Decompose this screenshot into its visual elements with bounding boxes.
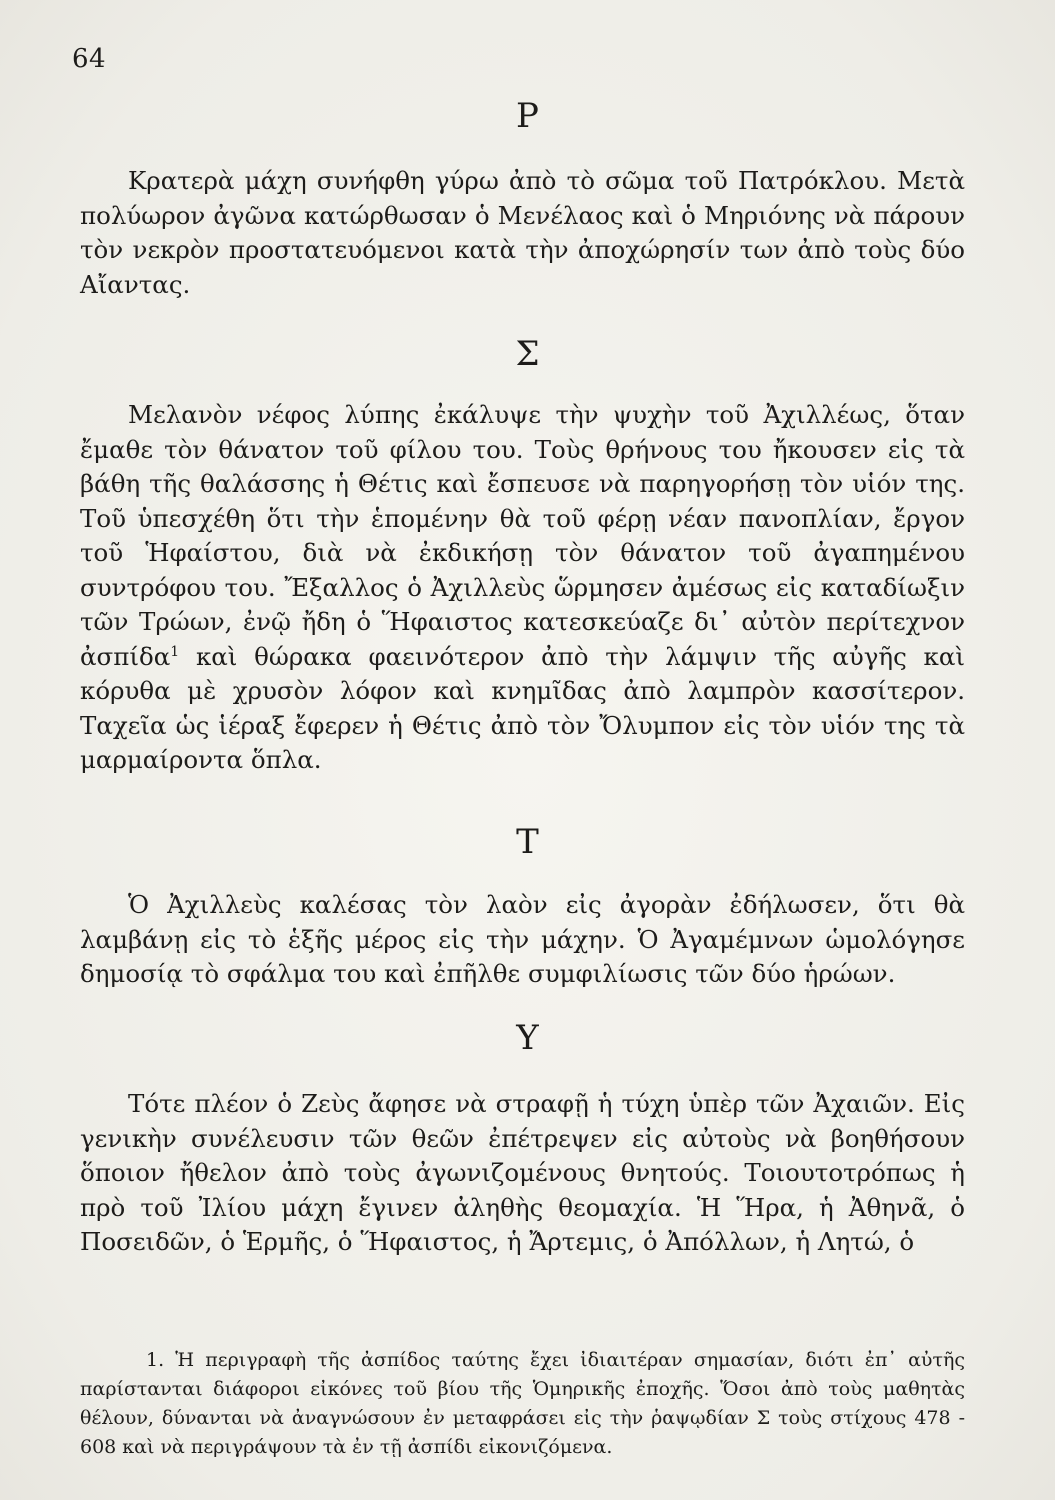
paragraph-tau: Ὁ Ἀχιλλεὺς καλέσας τὸν λαὸν εἰς ἀγορὰν ἐδήλωσεν, ὅτι θὰ λαμβάνῃ εἰς τὸ ἑξῆς μέρος εἰς τὴν μάχην. Ὁ Ἀγαμέμνων ὡμολόγησε δημοσίᾳ τὸ σφάλμα του καὶ ἐπῆλθε συμφιλίωσις τῶν δύο ἡρώων. [80,890,965,988]
section-heading-tau: Τ [516,822,539,862]
section-heading-upsilon: Υ [516,1018,539,1058]
paragraph-sigma-text-1: Μελανὸν νέφος λύπης ἐκάλυψε τὴν ψυχὴν τοῦ Ἀχιλλέως, ὅταν ἔμαθε τὸν θάνατον τοῦ φίλου του. Τοὺς θρήνους του ἤκουσεν εἰς τὰ βάθη τῆς θαλάσσης ἡ Θέτις καὶ ἔσπευσε νὰ παρηγορήσῃ τὸν υἱόν της. Τοῦ ὑπεσχέθη ὅτι τὴν ἑπομένην θὰ τοῦ φέρῃ νέαν πανοπλίαν, ἔργον τοῦ Ἡφαίστου, διὰ νὰ ἐκδικήσῃ τὸν θάνατον τοῦ ἀγαπημένου συντρόφου του. Ἔξαλλος ὁ Ἀχιλλεὺς ὥρμησεν ἀμέσως εἰς καταδίωξιν τῶν Τρώων, ἐνῷ ἤδη ὁ Ἥφαιστος κατεσκεύαζε δι᾽ αὐτὸν περίτεχνον ἀσπίδα [80,400,965,671]
paragraph-rho: Κρατερὰ μάχη συνήφθη γύρω ἀπὸ τὸ σῶμα τοῦ Πατρόκλου. Μετὰ πολύωρον ἀγῶνα κατώρθωσαν ὁ Μενέλαος καὶ ὁ Μηριόνης νὰ πάρουν τὸν νεκρὸν προστατευόμενοι κατὰ τὴν ἀποχώρησίν των ἀπὸ τοὺς δύο Αἴαντας. [80,166,965,299]
section-heading-rho: Ρ [516,96,539,136]
section-heading-sigma: Σ [515,334,540,374]
paragraph-sigma [80,398,965,778]
footnote: 1. Ἡ περιγραφὴ τῆς ἀσπίδος ταύτης ἔχει ἰδιαιτέραν σημασίαν, διότι ἐπ᾽ αὐτῆς παρίστανται διάφοροι εἰκόνες τοῦ βίου τῆς Ὁμηρικῆς ἐποχῆς. Ὅσοι ἀπὸ τοὺς μαθητὰς θέλουν, δύνανται νὰ ἀναγνώσουν ἐν μεταφράσει εἰς τὴν ῥαψῳδίαν Σ τοὺς στίχους 478 - 608 καὶ νὰ περιγράψουν τὰ ἐν τῇ ἀσπίδι εἰκονιζόμενα. [80,1349,965,1458]
paragraph-sigma-text-2: καὶ θώρακα φαεινότερον ἀπὸ τὴν λάμψιν τῆς αὐγῆς καὶ κόρυθα μὲ χρυσὸν λόφον καὶ κνημῖδας ἀπὸ λαμπρὸν κασσίτερον. Ταχεῖα ὡς ἱέραξ ἔφερεν ἡ Θέτις ἀπὸ τὸν Ὄλυμπον εἰς τὸν υἱόν της τὰ μαρμαίροντα ὅπλα. [80,641,965,774]
page-number: 64 [72,44,107,74]
paragraph-upsilon: Τότε πλέον ὁ Ζεὺς ἄφησε νὰ στραφῇ ἡ τύχη ὑπὲρ τῶν Ἀχαιῶν. Εἰς γενικὴν συνέλευσιν τῶν θεῶν ἐπέτρεψεν εἰς αὐτοὺς νὰ βοηθήσουν ὅποιον ἤθελον ἀπὸ τοὺς ἀγωνιζομένους θνητούς. Τοιουτοτρόπως ἡ πρὸ τοῦ Ἰλίου μάχη ἔγινεν ἀληθὴς θεομαχία. Ἡ Ἥρα, ἡ Ἀθηνᾶ, ὁ Ποσειδῶν, ὁ Ἑρμῆς, ὁ Ἥφαιστος, ἡ Ἄρτεμις, ὁ Ἀπόλλων, ἡ Λητώ, ὁ [80,1089,965,1256]
footnote-marker: 1 [170,643,180,660]
